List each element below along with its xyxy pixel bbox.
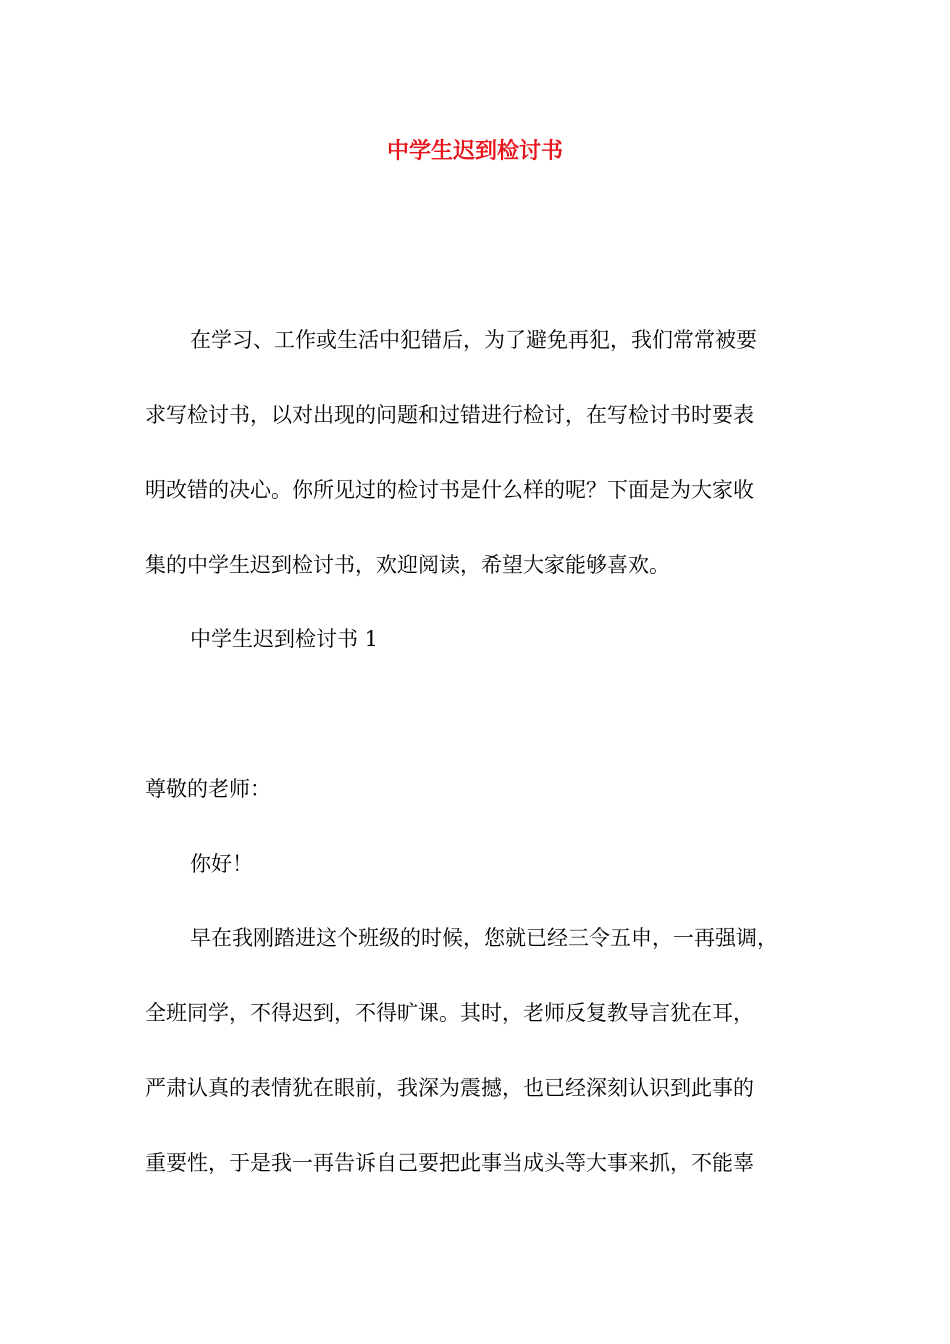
intro-line-2: 求写检讨书，以对出现的问题和过错进行检讨，在写检讨书时要表 xyxy=(145,403,754,427)
body-line-1: 早在我刚踏进这个班级的时候，您就已经三令五申，一再强调， xyxy=(190,926,778,950)
document-title: 中学生迟到检讨书 xyxy=(386,138,563,164)
salutation: 尊敬的老师： xyxy=(145,777,271,801)
intro-line-1: 在学习、工作或生活中犯错后，为了避免再犯，我们常常被要 xyxy=(190,328,757,352)
body-line-2: 全班同学，不得迟到，不得旷课。其时，老师反复教导言犹在耳， xyxy=(145,1001,754,1025)
greeting: 你好！ xyxy=(190,852,253,876)
section-heading: 中学生迟到检讨书 1 xyxy=(190,627,379,651)
body-line-4: 重要性，于是我一再告诉自己要把此事当成头等大事来抓，不能辜 xyxy=(145,1151,754,1175)
body-line-3: 严肃认真的表情犹在眼前，我深为震撼，也已经深刻认识到此事的 xyxy=(145,1076,754,1100)
intro-line-4: 集的中学生迟到检讨书，欢迎阅读，希望大家能够喜欢。 xyxy=(145,553,670,577)
intro-line-3: 明改错的决心。你所见过的检讨书是什么样的呢？下面是为大家收 xyxy=(145,478,754,502)
